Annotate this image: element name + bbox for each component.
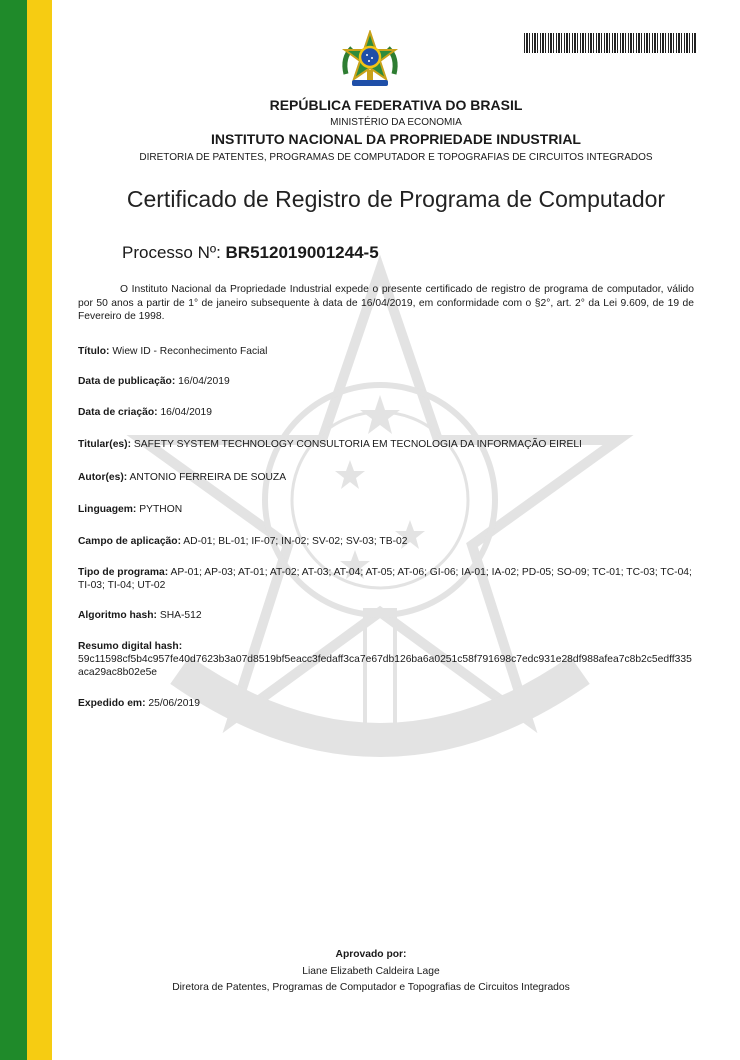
field-tipo <box>78 566 694 592</box>
field-value: SAFETY SYSTEM TECHNOLOGY CONSULTORIA EM TECNOLOGIA DA INFORMAÇÃO EIRELI <box>133 439 582 450</box>
field-publicacao <box>78 375 694 388</box>
hash-value: 59c11598cf5b4c957fe40d7623b3a07d8519bf5eacc3fedaff3ca7e67db126ba6a0251c58f791698c7edc931e28df988afea7c8b2c5edff335aca29ac8b02e5e <box>78 654 692 678</box>
barcode <box>524 33 696 53</box>
field-resumo <box>78 640 694 679</box>
field-titular <box>78 438 694 451</box>
intro-paragraph: O Instituto Nacional da Propriedade Industrial expede o presente certificado de registro de programa de computador, válido por 50 anos a partir de 1° de janeiro subsequente à data de 16/04/2019, em conformidade com o §2°, art. 2° da Lei 9.609, de 19 de Fevereiro de 1998. <box>78 284 694 322</box>
field-value: AD-01; BL-01; IF-07; IN-02; SV-02; SV-03; TB-02 <box>183 536 408 547</box>
field-label: Título: <box>78 346 110 357</box>
field-campo <box>78 535 694 548</box>
field-autor <box>78 471 694 484</box>
signatory-role: Diretora de Patentes, Programas de Computador e Topografias de Circuitos Integrados <box>172 982 570 993</box>
republic-heading: REPÚBLICA FEDERATIVA DO BRASIL <box>269 97 523 113</box>
yellow-stripe <box>27 0 52 1060</box>
field-value: 16/04/2019 <box>160 407 212 418</box>
field-label: Campo de aplicação: <box>78 536 181 547</box>
field-value: 16/04/2019 <box>178 376 230 387</box>
signatory-name: Liane Elizabeth Caldeira Lage <box>302 966 440 977</box>
certificate-title: Certificado de Registro de Programa de Computador <box>126 186 666 212</box>
field-criacao <box>78 406 694 419</box>
coat-of-arms-icon <box>338 30 402 94</box>
processo-number: BR512019001244-5 <box>225 243 379 262</box>
field-label: Tipo de programa: <box>78 567 169 578</box>
field-label: Expedido em: <box>78 698 146 709</box>
institute-heading: INSTITUTO NACIONAL DA PROPRIEDADE INDUSTRIAL <box>211 131 581 147</box>
field-value: 25/06/2019 <box>148 698 200 709</box>
green-stripe <box>0 0 27 1060</box>
field-value: Wiew ID - Reconhecimento Facial <box>112 346 268 357</box>
field-label: Algoritmo hash: <box>78 610 157 621</box>
field-label: Autor(es): <box>78 472 128 483</box>
processo-line <box>122 243 379 263</box>
field-expedido <box>78 697 694 710</box>
field-value: SHA-512 <box>159 610 202 621</box>
directorate-heading: DIRETORIA DE PATENTES, PROGRAMAS DE COMPUTADOR E TOPOGRAFIAS DE CIRCUITOS INTEGRADOS <box>139 152 653 163</box>
field-algoritmo <box>78 609 694 622</box>
ministry-heading: MINISTÉRIO DA ECONOMIA <box>330 117 462 128</box>
field-label: Data de publicação: <box>78 376 176 387</box>
field-value: ANTONIO FERREIRA DE SOUZA <box>129 472 287 483</box>
field-label: Titular(es): <box>78 439 132 450</box>
field-value: AP-01; AP-03; AT-01; AT-02; AT-03; AT-04; AT-05; AT-06; GI-06; IA-01; IA-02; PD-05; SO-09; TC-01; TC-03; TC-04; TI-03; TI-04; UT-02 <box>78 567 692 591</box>
field-value: PYTHON <box>139 504 183 515</box>
watermark-coat-of-arms <box>120 250 640 810</box>
approved-by-label: Aprovado por: <box>335 949 407 960</box>
field-label: Resumo digital hash: <box>78 641 183 652</box>
field-titulo <box>78 345 694 358</box>
processo-label: Processo Nº: <box>122 243 226 262</box>
field-label: Linguagem: <box>78 504 137 515</box>
field-label: Data de criação: <box>78 407 158 418</box>
field-linguagem <box>78 503 694 516</box>
